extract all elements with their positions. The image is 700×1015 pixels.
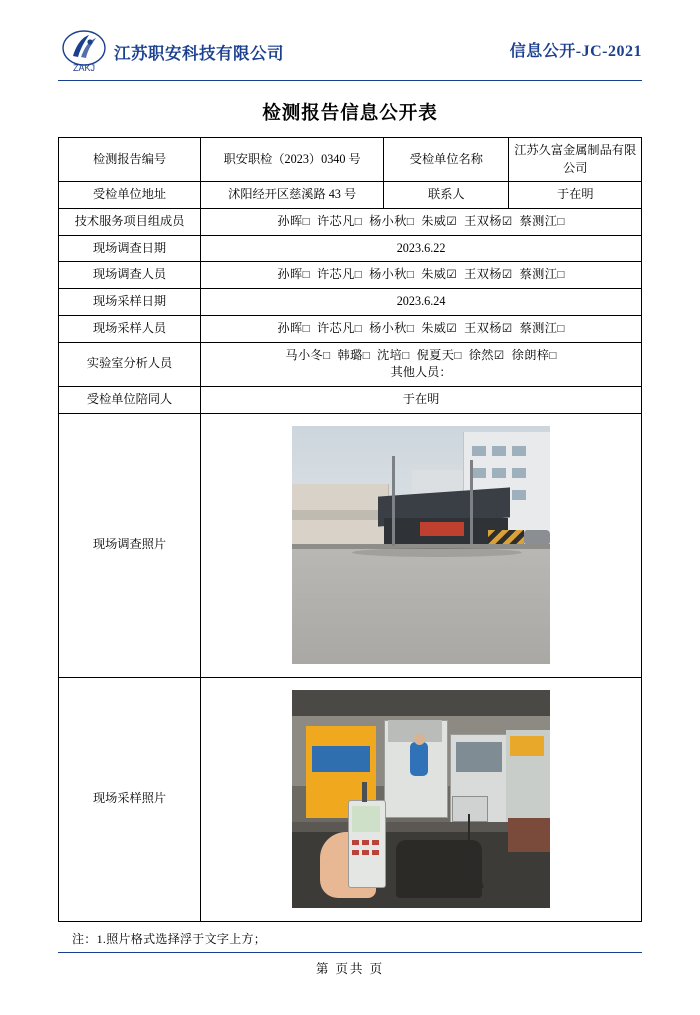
staff-entry [317,267,362,281]
staff-entry [469,348,505,362]
staff-entry [464,214,512,228]
staff-entry [421,267,457,281]
staff-name: 王双杨 [464,267,502,282]
team-members-list [277,214,564,228]
staff-entry [317,321,362,335]
checkbox-unchecked-icon[interactable]: □ [549,349,557,362]
staff-name: 王双杨 [464,214,502,229]
checkbox-checked-icon[interactable]: ☑ [446,216,458,229]
staff-name: 蔡测江 [519,267,558,282]
staff-name: 韩璐 [337,347,363,362]
page-title: 检测报告信息公开表 [262,104,438,124]
checkbox-unchecked-icon[interactable]: □ [454,349,462,362]
staff-name: 沈培 [377,347,403,362]
staff-entry [464,321,512,335]
lab-staff-cell [201,342,642,386]
staff-name: 孙晖 [277,214,303,229]
staff-name: 许芯凡 [316,214,355,229]
client-addr-value: 沭阳经开区慈溪路 43 号 [201,182,384,209]
staff-entry [369,267,414,281]
contact-label: 联系人 [384,182,509,209]
staff-entry [338,348,371,362]
sampling-staff-label: 现场采样人员 [59,315,201,342]
staff-name: 杨小秋 [369,267,407,282]
document-page [0,26,700,1015]
checkbox-unchecked-icon[interactable]: □ [323,349,331,362]
table-row [59,386,642,413]
survey-photo-cell [201,413,642,677]
client-addr-label: 受检单位地址 [59,182,201,209]
sampling-photo-image [292,690,550,908]
header-divider [58,80,642,81]
staff-entry [512,348,557,362]
checkbox-unchecked-icon[interactable]: □ [406,322,415,335]
survey-staff-list [277,267,564,281]
staff-name: 朱威 [421,214,447,229]
staff-name: 王双杨 [464,320,502,335]
staff-entry [464,267,512,281]
checkbox-unchecked-icon[interactable]: □ [557,216,565,229]
checkbox-unchecked-icon[interactable]: □ [302,269,310,282]
sampling-date-value: 2023.6.24 [201,289,642,316]
table-note: 注：1.照片格式选择浮于文字上方； [72,931,267,946]
team-members-cell [201,209,642,236]
sampling-staff-list [277,321,564,335]
staff-entry [277,321,310,335]
team-label: 技术服务项目组成员 [59,209,201,236]
staff-name: 朱威 [421,267,447,282]
document-header [58,26,642,78]
company-name: 江苏职安科技有限公司 [114,44,284,63]
staff-name: 蔡测江 [519,214,558,229]
checkbox-unchecked-icon[interactable]: □ [302,322,310,335]
table-row [59,342,642,386]
staff-entry [520,321,565,335]
staff-name: 蔡测江 [519,320,558,335]
staff-name: 许芯凡 [316,267,355,282]
checkbox-unchecked-icon[interactable]: □ [354,269,363,282]
staff-name: 徐然 [468,347,494,362]
client-name-label: 受检单位名称 [384,138,509,182]
checkbox-checked-icon[interactable]: ☑ [501,322,513,335]
staff-name: 倪夏天 [416,347,455,362]
staff-name: 朱威 [421,320,447,335]
survey-photo-image [292,426,550,664]
survey-photo-label: 现场调查照片 [59,413,201,677]
table-row [59,209,642,236]
checkbox-checked-icon[interactable]: ☑ [501,269,513,282]
staff-entry [421,214,457,228]
checkbox-unchecked-icon[interactable]: □ [557,322,565,335]
checkbox-unchecked-icon[interactable]: □ [362,349,371,362]
staff-entry [520,214,565,228]
lab-staff-label: 实验室分析人员 [59,342,201,386]
sampling-staff-cell [201,315,642,342]
table-row [59,289,642,316]
staff-name: 马小冬 [285,347,324,362]
checkbox-checked-icon[interactable]: ☑ [501,216,513,229]
company-logo-icon [58,29,110,75]
staff-name: 孙晖 [277,267,303,282]
staff-entry [520,267,565,281]
svg-text:ZAKJ: ZAKJ [72,63,96,73]
staff-entry [285,348,330,362]
checkbox-checked-icon[interactable]: ☑ [446,322,458,335]
checkbox-unchecked-icon[interactable]: □ [406,269,415,282]
checkbox-unchecked-icon[interactable]: □ [302,216,310,229]
staff-entry [277,267,310,281]
survey-date-value: 2023.6.22 [201,235,642,262]
checkbox-unchecked-icon[interactable]: □ [557,269,565,282]
contact-value: 于在明 [509,182,642,209]
footer-divider [58,952,642,953]
checkbox-unchecked-icon[interactable]: □ [354,216,363,229]
survey-staff-cell [201,262,642,289]
staff-entry [317,214,362,228]
document-code: 信息公开-JC-2021 [509,43,642,60]
staff-entry [417,348,462,362]
staff-name: 许芯凡 [316,320,355,335]
other-staff-label: 其他人员： [390,365,452,380]
staff-entry [369,321,414,335]
report-info-table [58,137,642,922]
staff-entry [377,348,410,362]
client-name-value: 江苏久富金属制品有限公司 [509,138,642,182]
table-row [59,138,642,182]
escort-label: 受检单位陪同人 [59,386,201,413]
checkbox-unchecked-icon[interactable]: □ [406,216,415,229]
escort-value: 于在明 [201,386,642,413]
survey-staff-label: 现场调查人员 [59,262,201,289]
table-row [59,315,642,342]
report-no-label: 检测报告编号 [59,138,201,182]
staff-name: 徐朗梓 [511,347,550,362]
checkbox-unchecked-icon[interactable]: □ [354,322,363,335]
table-row [59,262,642,289]
checkbox-unchecked-icon[interactable]: □ [402,349,410,362]
table-row [59,182,642,209]
staff-entry [369,214,414,228]
staff-entry [421,321,457,335]
sampling-photo-label: 现场采样照片 [59,677,201,921]
sampling-date-label: 现场采样日期 [59,289,201,316]
table-row [59,235,642,262]
staff-entry [277,214,310,228]
report-no-value: 职安职检（2023）0340 号 [201,138,384,182]
staff-name: 杨小秋 [369,214,407,229]
table-row [59,677,642,921]
checkbox-checked-icon[interactable]: ☑ [446,269,458,282]
survey-date-label: 现场调查日期 [59,235,201,262]
table-row [59,413,642,677]
staff-name: 孙晖 [277,320,303,335]
staff-name: 杨小秋 [369,320,407,335]
sampling-photo-cell [201,677,642,921]
lab-staff-list [204,347,638,365]
page-number: 第 页共 页 [315,962,385,976]
checkbox-checked-icon[interactable]: ☑ [493,349,505,362]
